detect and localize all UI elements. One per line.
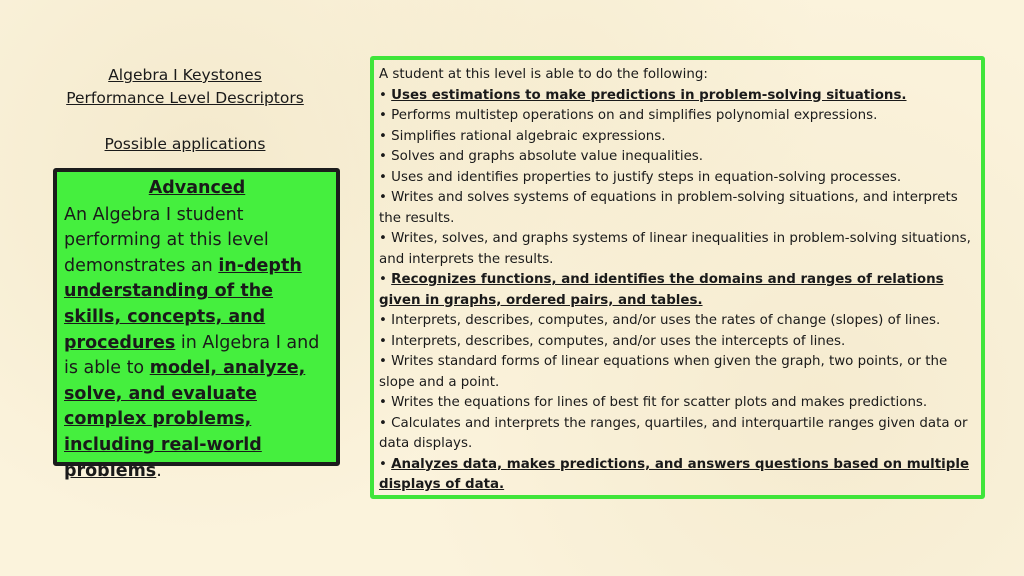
bullet-icon: •	[379, 333, 387, 349]
descriptor-item	[379, 168, 973, 189]
descriptor-text: Recognizes functions, and identifies the domains and ranges of relations given in graphs, ordered pairs, and tables.	[379, 272, 944, 308]
advanced-emphasis-2: model, analyze, solve, and evaluate complex problems, including real-world problems	[64, 358, 306, 481]
bullet-icon: •	[379, 149, 387, 164]
bullet-icon: •	[379, 354, 387, 369]
bullet-icon: •	[379, 313, 387, 328]
bullet-icon: •	[379, 415, 387, 431]
bullet-icon: •	[379, 231, 387, 246]
descriptor-item	[379, 147, 973, 168]
descriptor-text: Writes standard forms of linear equations when given the graph, two points, or the slope and a point.	[379, 354, 948, 390]
bullet-icon: •	[379, 395, 387, 410]
bullet-icon: •	[379, 108, 387, 123]
descriptor-item	[379, 352, 973, 393]
descriptor-item	[379, 311, 973, 332]
descriptor-item	[379, 127, 973, 148]
bullet-icon: •	[379, 272, 387, 287]
descriptor-item	[379, 229, 973, 270]
slide-title	[40, 64, 330, 110]
descriptor-item	[379, 455, 973, 496]
descriptor-intro: A student at this level is able to do the following:	[379, 67, 708, 82]
descriptor-text: Performs multistep operations on and simplifies polynomial expressions.	[391, 108, 878, 123]
descriptor-text: Writes and solves systems of equations in problem-solving situations, and interprets the results.	[379, 190, 958, 226]
bullet-icon: •	[379, 128, 387, 144]
bullet-icon: •	[379, 169, 387, 185]
title-line-2: Performance Level Descriptors	[66, 89, 304, 107]
descriptor-text: Writes, solves, and graphs systems of linear inequalities in problem-solving situations, and interprets the results.	[379, 231, 971, 267]
advanced-description	[64, 205, 319, 481]
advanced-text-3: .	[156, 460, 162, 481]
advanced-box	[53, 168, 340, 481]
advanced-heading: Advanced	[148, 178, 246, 198]
descriptor-item	[379, 270, 973, 311]
descriptor-text: Solves and graphs absolute value inequalities.	[391, 149, 704, 164]
descriptor-item	[379, 414, 973, 455]
descriptor-text: Interprets, describes, computes, and/or uses the rates of change (slopes) of lines.	[391, 313, 941, 328]
descriptor-item	[379, 188, 973, 229]
descriptor-item	[379, 86, 973, 107]
descriptor-text: Calculates and interprets the ranges, quartiles, and interquartile ranges given data or data displays.	[379, 415, 968, 451]
bullet-icon: •	[379, 87, 387, 103]
descriptor-text: Analyzes data, makes predictions, and answers questions based on multiple displays of data.	[379, 456, 970, 492]
descriptor-text: Writes the equations for lines of best fit for scatter plots and makes predictions.	[391, 395, 928, 410]
descriptor-item	[379, 393, 973, 414]
descriptor-text: Uses estimations to make predictions in problem-solving situations.	[391, 87, 907, 103]
descriptor-text: Uses and identifies properties to justify steps in equation-solving processes.	[391, 169, 902, 185]
descriptor-text: Interprets, describes, computes, and/or uses the intercepts of lines.	[391, 333, 846, 349]
advanced-text-2: in Algebra I and is able to	[64, 332, 320, 379]
descriptor-item	[379, 332, 973, 353]
advanced-emphasis-1: in-depth understanding of the skills, concepts, and procedures	[64, 255, 302, 353]
bullet-icon: •	[379, 456, 387, 472]
subtitle: Possible applications	[104, 135, 266, 153]
title-line-1: Algebra I Keystones	[108, 66, 262, 84]
descriptor-item	[379, 106, 973, 127]
descriptor-list	[379, 86, 973, 496]
advanced-text-1: An Algebra I student performing at this level demonstrates an	[64, 204, 269, 276]
bullet-icon: •	[379, 190, 387, 205]
descriptor-box	[370, 56, 985, 499]
descriptor-text: Simplifies rational algebraic expressions.	[391, 128, 666, 144]
